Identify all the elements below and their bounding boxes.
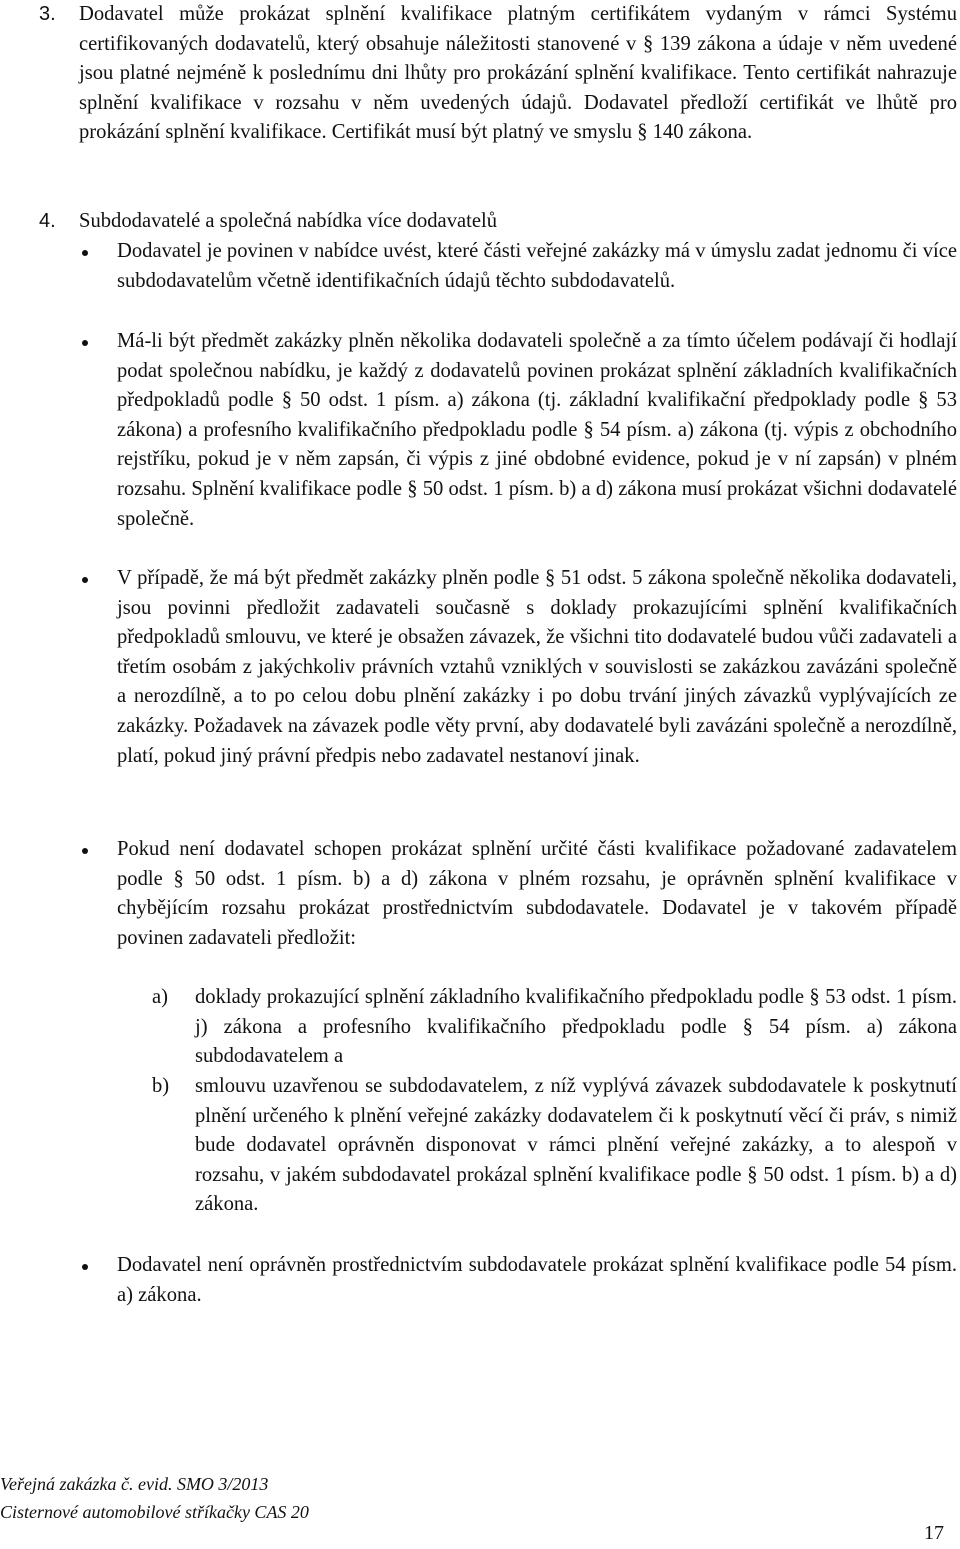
section-4-number: 4. <box>39 210 56 232</box>
bullet-item-3: V případě, že má být předmět zakázky plněn podle § 51 odst. 5 zákona společně několika dodavateli, jsou povinni předložit zadavateli současně s doklady prokazujícími splnění kvalifikačních předpokladů smlouvu, ve které je obsažen závazek, že všichni tito dodavatelé budou vůči zadavateli a třetím osobám z jakýchkoliv právních vztahů vzniklých v souvislosti se zakázkou zavázáni společně a nerozdílně, a to po celou dobu plnění zakázky i po dobu trvání jiných závazků vyplývajících ze zakázky. Požadavek na závazek podle věty první, aby dodavatelé byli zavázáni společně a nerozdílně, platí, pokud jiný právní předpis nebo zadavatel nestanoví jinak. <box>117 567 957 767</box>
section-3-paragraph: Dodavatel může prokázat splnění kvalifikace platným certifikátem vydaným v rámci Systému certifikovaných dodavatelů, který obsahuje náležitosti stanovené v § 139 zákona a údaje v něm uvedené jsou platné nejméně k poslednímu dni lhůty pro prokázání splnění kvalifikace. Tento certifikát nahrazuje splnění kvalifikace v rozsahu v něm uvedených údajů. Dodavatel předloží certifikát ve lhůtě pro prokázání splnění kvalifikace. Certifikát musí být platný ve smyslu § 140 zákona. <box>79 3 957 144</box>
bullet-marker <box>82 340 88 346</box>
section-4-heading: Subdodavatelé a společná nabídka více dodavatelů <box>79 210 498 232</box>
sub-item-b-letter: b) <box>152 1075 170 1097</box>
bullet-item-4: Pokud není dodavatel schopen prokázat splnění určité části kvalifikace požadované zadavatelem podle § 50 odst. 1 písm. b) a d) zákona v plném rozsahu, je oprávněn splnění kvalifikace v chybějícím rozsahu prokázat prostřednictvím subdodavatele. Dodavatel je v takovém případě povinen zadavateli předložit: <box>117 838 957 949</box>
section-3-number: 3. <box>39 3 56 25</box>
bullet-marker <box>82 848 88 854</box>
bullet-item-5: Dodavatel není oprávněn prostřednictvím subdodavatele prokázat splnění kvalifikace podle 54 písm. a) zákona. <box>117 1254 957 1306</box>
page-number: 17 <box>924 1522 944 1544</box>
bullet-item-1: Dodavatel je povinen v nabídce uvést, které části veřejné zakázky má v úmyslu zadat jednomu či více subdodavatelům včetně identifikačních údajů těchto subdodavatelů. <box>117 240 957 292</box>
bullet-marker <box>82 250 88 256</box>
bullet-item-2: Má-li být předmět zakázky plněn několika dodavateli společně a za tímto účelem podávají či hodlají podat společnou nabídku, je každý z dodavatelů povinen prokázat splnění základních kvalifikačních předpokladů podle § 50 odst. 1 písm. a) zákona (tj. základní kvalifikační předpoklady podle § 53 zákona) a profesního kvalifikačního předpokladu podle § 54 písm. a) zákona (tj. výpis z obchodního rejstříku, pokud je v něm zapsán, či výpis z jiné obdobné evidence, pokud je v ní zapsán) v plném rozsahu. Splnění kvalifikace podle § 50 odst. 1 písm. b) a d) zákona musí prokázat všichni dodavatelé společně. <box>117 330 957 530</box>
bullet-marker <box>82 1264 88 1270</box>
sub-item-a-letter: a) <box>152 986 168 1008</box>
bullet-marker <box>82 577 88 583</box>
footer-line-2: Cisternové automobilové stříkačky CAS 20 <box>0 1502 309 1522</box>
sub-item-a: doklady prokazující splnění základního kvalifikačního předpokladu podle § 53 odst. 1 písm. j) zákona a profesního kvalifikačního předpokladu podle § 54 písm. a) zákona subdodavatelem a <box>195 986 957 1068</box>
sub-item-b: smlouvu uzavřenou se subdodavatelem, z níž vyplývá závazek subdodavatele k poskytnutí plnění určeného k plnění veřejné zakázky dodavatelem či k poskytnutí věcí či práv, s nimiž bude dodavatel oprávněn disponovat v rámci plnění veřejné zakázky, a to alespoň v rozsahu, v jakém subdodavatel prokázal splnění kvalifikace podle § 50 odst. 1 písm. b) a d) zákona. <box>195 1075 957 1216</box>
footer-line-1: Veřejná zakázka č. evid. SMO 3/2013 <box>0 1474 269 1494</box>
